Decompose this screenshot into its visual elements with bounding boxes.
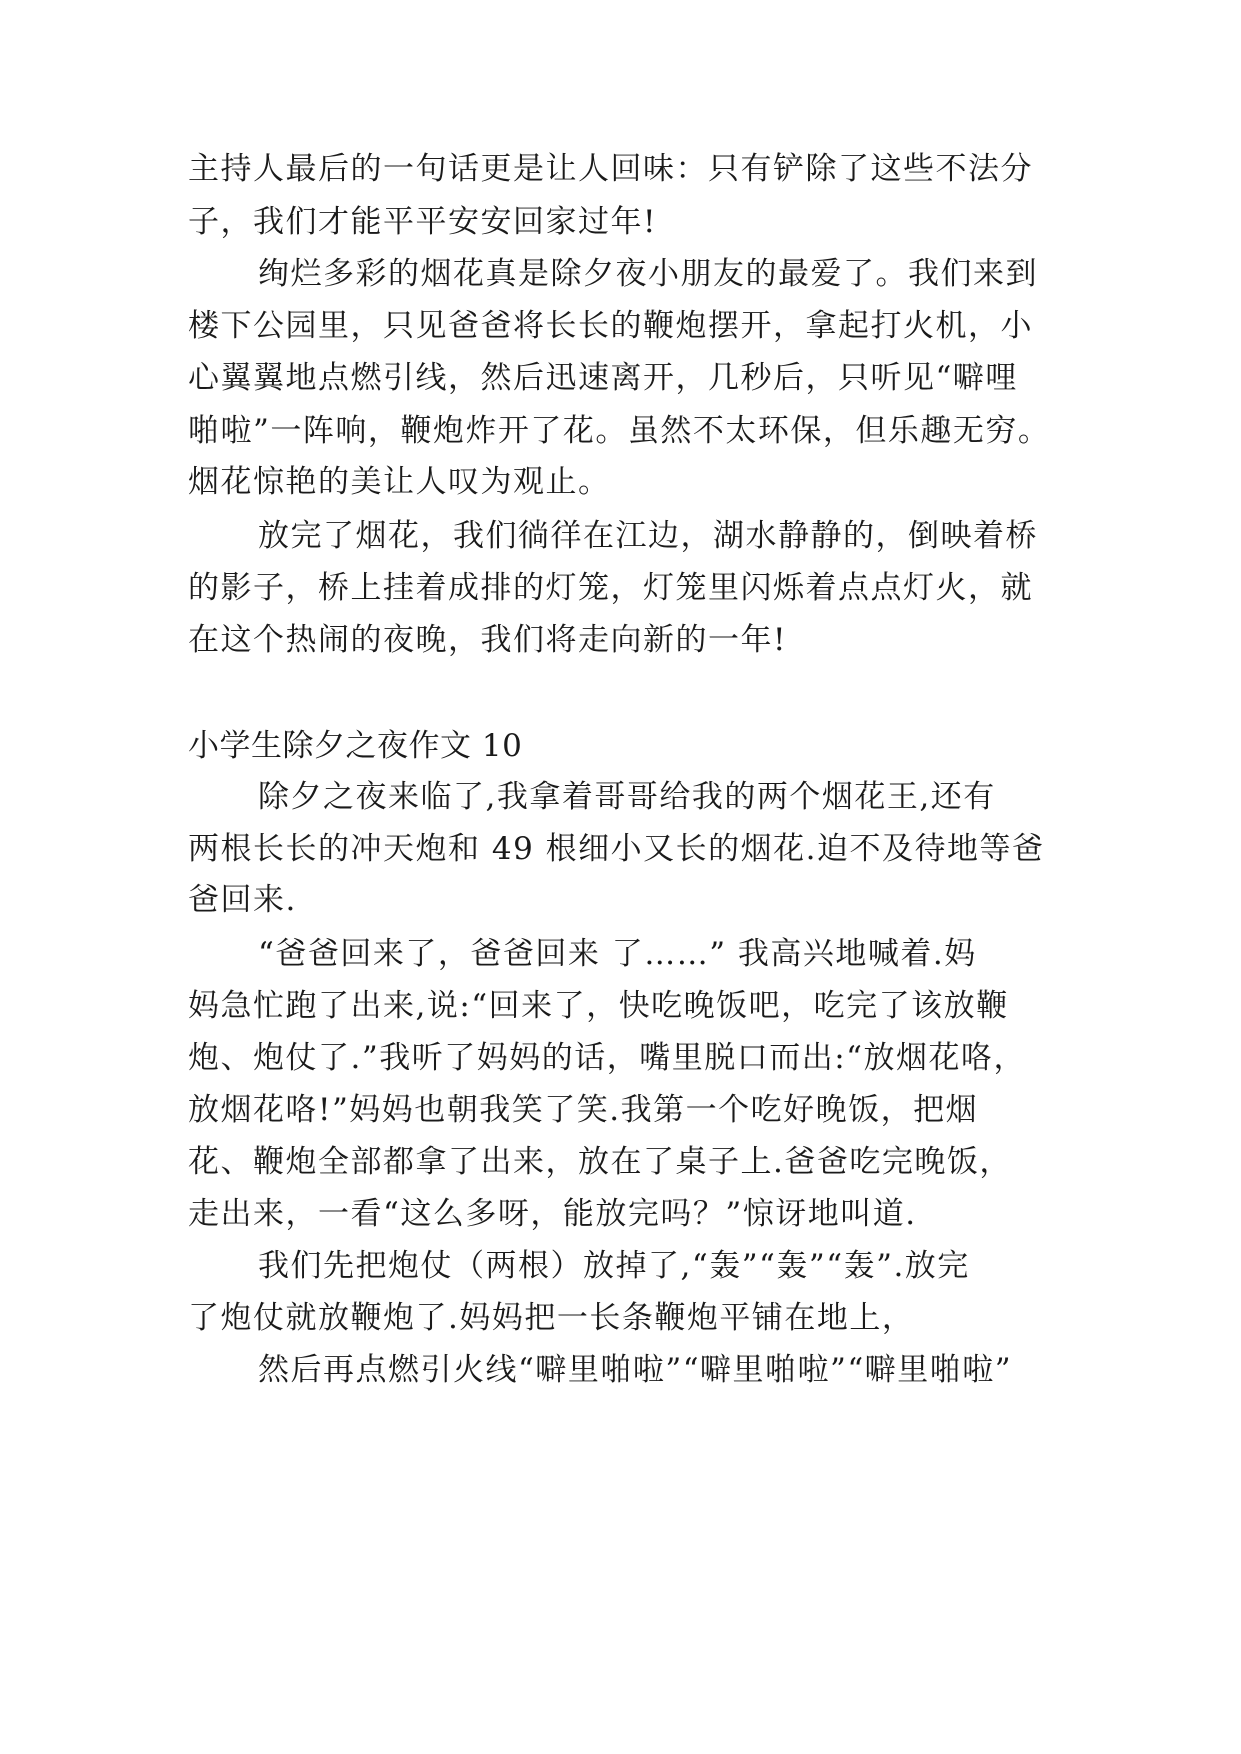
text-line-12: 除夕之夜来临了,我拿着哥哥给我的两个烟花王,还有 [258, 779, 996, 815]
text-line-18: 放烟花咯!”妈妈也朝我笑了笑.我第一个吃好晚饭，把烟 [188, 1092, 979, 1128]
text-line-10: 在这个热闹的夜晚，我们将走向新的一年! [188, 622, 787, 658]
section-heading: 小学生除夕之夜作文 10 [188, 728, 523, 764]
text-line-22: 了炮仗就放鞭炮了.妈妈把一长条鞭炮平铺在地上， [188, 1300, 915, 1336]
text-line-15: “爸爸回来了，爸爸回来 了……” 我高兴地喊着.妈 [258, 936, 977, 972]
text-line-6: 啪啦”一阵响，鞭炮炸开了花。虽然不太环保，但乐趣无穷。 [188, 413, 1051, 449]
text-line-20: 走出来，一看“这么多呀，能放完吗？”惊讶地叫道. [188, 1196, 917, 1232]
text-line-2: 子，我们才能平平安安回家过年! [188, 204, 657, 240]
text-line-1: 主持人最后的一句话更是让人回味：只有铲除了这些不法分 [188, 151, 1033, 187]
text-line-7: 烟花惊艳的美让人叹为观止。 [188, 464, 611, 500]
text-line-21: 我们先把炮仗（两根）放掉了,“轰”“轰”“轰”.放完 [258, 1248, 970, 1284]
text-line-13: 两根长长的冲天炮和 49 根细小又长的烟花.迫不及待地等爸 [188, 831, 1045, 867]
text-line-16: 妈急忙跑了出来,说:“回来了，快吃晚饭吧，吃完了该放鞭 [188, 988, 1009, 1024]
text-line-4: 楼下公园里，只见爸爸将长长的鞭炮摆开，拿起打火机，小 [188, 308, 1033, 344]
text-line-23: 然后再点燃引火线“噼里啪啦”“噼里啪啦”“噼里啪啦” [258, 1352, 1013, 1388]
text-line-5: 心翼翼地点燃引线，然后迅速离开，几秒后，只听见“噼哩 [188, 360, 1018, 396]
text-line-3: 绚烂多彩的烟花真是除夕夜小朋友的最爱了。我们来到 [258, 256, 1038, 292]
text-line-14: 爸回来. [188, 882, 297, 918]
text-line-9: 的影子，桥上挂着成排的灯笼，灯笼里闪烁着点点灯火，就 [188, 570, 1033, 606]
text-line-19: 花、鞭炮全部都拿了出来，放在了桌子上.爸爸吃完晚饭， [188, 1144, 1012, 1180]
text-line-17: 炮、炮仗了.”我听了妈妈的话，嘴里脱口而出:“放烟花咯， [188, 1040, 1026, 1076]
text-line-8: 放完了烟花，我们徜徉在江边，湖水静静的，倒映着桥 [258, 518, 1038, 554]
